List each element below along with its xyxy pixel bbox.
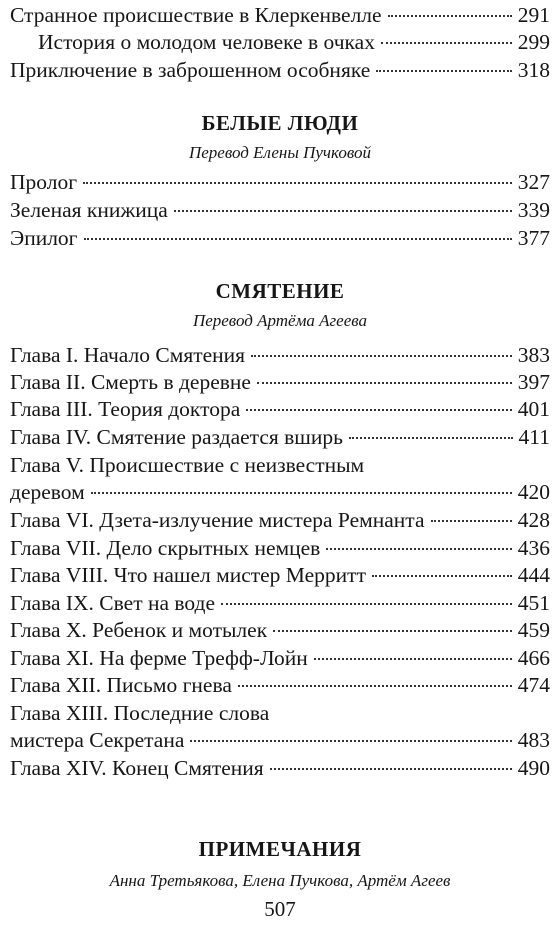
toc-entry-page: 318: [517, 58, 550, 82]
dot-leader: [221, 603, 512, 605]
dot-leader: [91, 492, 512, 494]
toc-entry: [10, 700, 550, 754]
dot-leader: [190, 740, 511, 742]
toc-entry: [10, 645, 550, 672]
toc-entry-page: 397: [517, 370, 550, 394]
toc-entry-title: Пролог: [10, 170, 78, 194]
toc-entry-title: Глава VI. Дзета-излучение мистера Ремнанта: [10, 508, 425, 532]
toc-entry-page: 466: [517, 646, 550, 670]
toc-entry-title: Глава IV. Смятение раздается вширь: [10, 425, 343, 449]
toc-entry-page: 444: [517, 563, 550, 587]
dot-leader: [314, 658, 512, 660]
toc-entry: [10, 755, 550, 782]
toc-entry-title: Зеленая книжица: [10, 198, 168, 222]
toc-entry-page: 459: [517, 618, 550, 642]
toc-entry-page: 291: [517, 3, 550, 27]
dot-leader: [273, 630, 512, 632]
dot-leader: [431, 520, 512, 522]
toc-entry: [10, 169, 550, 196]
dot-leader: [270, 768, 512, 770]
toc-entry: [38, 29, 550, 56]
dot-leader: [372, 575, 512, 577]
toc-entry-title: История о молодом человеке в очках: [38, 30, 375, 54]
toc-entry-page: 474: [517, 673, 550, 697]
dot-leader: [246, 409, 512, 411]
toc-entry-title: Глава I. Начало Смятения: [10, 343, 246, 367]
toc-entry-title: Глава XIII. Последние слова: [10, 701, 270, 725]
toc-entry-title: Глава VII. Дело скрытных немцев: [10, 536, 321, 560]
toc-entry-title: Глава X. Ребенок и мотылек: [10, 618, 268, 642]
toc-entry: [10, 197, 550, 224]
toc-entry: [10, 2, 550, 29]
toc-entry: [10, 562, 550, 589]
toc-entry: [10, 342, 550, 369]
toc-entry-title: Глава III. Теория доктора: [10, 397, 241, 421]
toc-entry-title: Глава IX. Свет на воде: [10, 591, 216, 615]
section-page-number: 507: [264, 897, 296, 921]
toc-entry-title: Глава V. Происшествие с неизвестным: [10, 453, 365, 477]
toc-entry: [10, 672, 550, 699]
toc-entry-page: 483: [517, 728, 550, 752]
toc-entry-title: Странное происшествие в Клеркенвелле: [10, 3, 382, 27]
toc-entry-page: 327: [517, 170, 550, 194]
toc-entry-page: 299: [517, 30, 550, 54]
toc-entry-title-continued: мистера Секретана: [10, 728, 185, 752]
toc-entry-title: Глава XI. На ферме Трефф-Лойн: [10, 646, 308, 670]
dot-leader: [381, 42, 512, 44]
section-heading: ПРИМЕЧАНИЯ: [198, 837, 362, 861]
section-translator: Анна Третьякова, Елена Пучкова, Артём Агеев: [109, 871, 451, 890]
dot-leader: [174, 210, 512, 212]
toc-entry-title-continued: деревом: [10, 480, 85, 504]
dot-leader: [83, 182, 512, 184]
toc-entry-title: Приключение в заброшенном особняке: [10, 58, 371, 82]
dot-leader: [376, 70, 511, 72]
toc-entry-page: 411: [518, 425, 550, 449]
toc-entry-title: Глава XIV. Конец Смятения: [10, 756, 264, 780]
toc-entry-page: 377: [517, 226, 550, 250]
dot-leader: [388, 15, 512, 17]
toc-entry-title: Глава II. Смерть в деревне: [10, 370, 251, 394]
toc-entry-page: 490: [517, 756, 550, 780]
toc-entry-page: 428: [517, 508, 550, 532]
section-translator: Перевод Артёма Агеева: [192, 311, 368, 330]
dot-leader: [257, 382, 512, 384]
toc-entry: [10, 424, 550, 451]
toc-entry: [10, 57, 550, 84]
dot-leader: [349, 437, 513, 439]
toc-entry: [10, 507, 550, 534]
toc-entry: [10, 617, 550, 644]
toc-entry-page: 451: [517, 591, 550, 615]
toc-entry-title: Глава VIII. Что нашел мистер Мерритт: [10, 563, 366, 587]
toc-entry-title: Эпилог: [10, 226, 78, 250]
toc-entry-page: 339: [517, 198, 550, 222]
toc-entry: [10, 590, 550, 617]
section-heading: СМЯТЕНИЕ: [215, 279, 345, 303]
toc-entry-page: 383: [517, 343, 550, 367]
dot-leader: [84, 238, 512, 240]
dot-leader: [238, 685, 512, 687]
toc-entry: [10, 225, 550, 252]
toc-entry: [10, 452, 550, 506]
toc-entry-title: Глава XII. Письмо гнева: [10, 673, 232, 697]
toc-entry-page: 401: [517, 397, 550, 421]
dot-leader: [251, 355, 512, 357]
toc-entry: [10, 369, 550, 396]
toc-entry: [10, 396, 550, 423]
section-heading: БЕЛЫЕ ЛЮДИ: [201, 111, 359, 135]
dot-leader: [326, 548, 511, 550]
toc-entry-page: 420: [517, 480, 550, 504]
toc-entry-page: 436: [517, 536, 550, 560]
toc-entry: [10, 535, 550, 562]
section-translator: Перевод Елены Пучковой: [188, 143, 371, 162]
